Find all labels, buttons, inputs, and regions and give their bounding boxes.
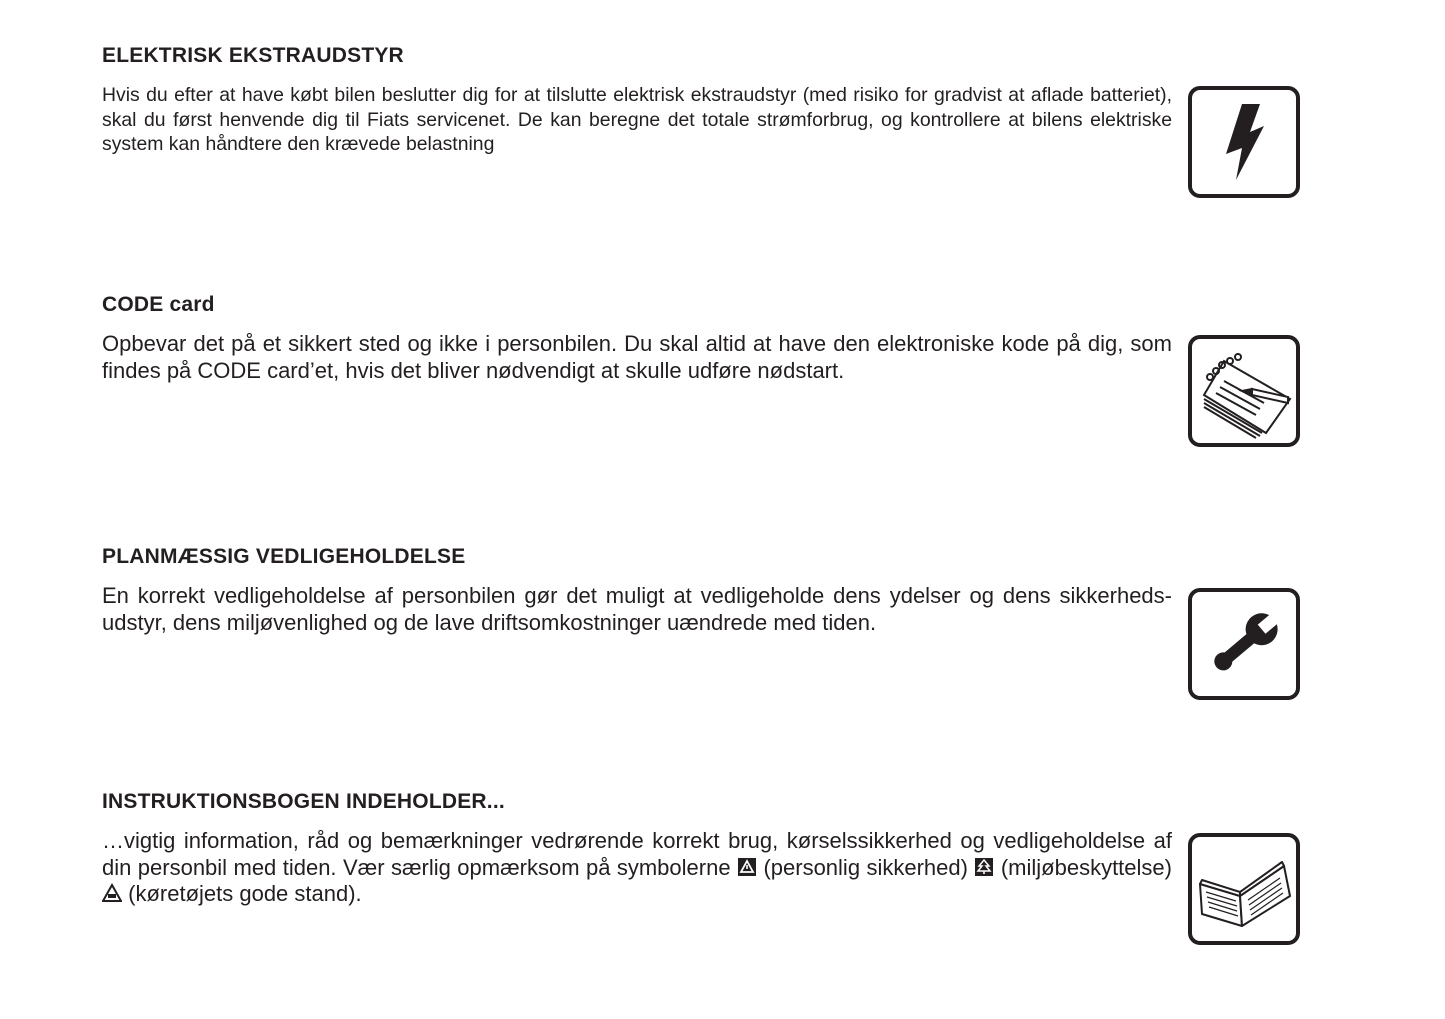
text-part: …vigtig information, råd og bemærkninger vedrørende korrekt brug, kørselssikkerhed og vedligeholdelse af din personbil med tiden. Vær særlig opmærksom på symbolerne <box>102 828 1172 880</box>
notebook-pencil-icon <box>1188 335 1300 447</box>
section-text: En korrekt vedligeholdelse af personbilen gør det muligt at vedligeholde dens ydelser og dens sikkerhedsudstyr, dens miljøvenlighed og de lave driftsomkostninger uændrede med tiden. <box>102 583 1172 635</box>
personal-safety-warning-icon <box>737 857 757 877</box>
section-heading: PLANMÆSSIG VEDLIGEHOLDELSE <box>102 545 466 568</box>
section-heading: ELEKTRISK EKSTRAUDSTYR <box>102 44 404 67</box>
section-text <box>102 828 1172 908</box>
environment-protection-icon <box>974 857 994 877</box>
section-text: Hvis du efter at have købt bilen beslutter dig for at tilslutte elektrisk ekstraudstyr (med risiko for gradvist at aflade batteriet), skal du først henvende dig til Fiats servicenet. De kan beregne det totale strømforbrug, og kontrollere at bilens elektriske system kan håndtere den krævede belastning <box>102 84 1172 155</box>
text-part: (miljøbeskyttelse) <box>1000 854 1172 880</box>
section-maintenance <box>102 545 1172 636</box>
section-manual-contents <box>102 790 1172 908</box>
text-part: (personlig sikkerhed) <box>763 854 968 880</box>
section-text: Opbevar det på et sikkert sted og ikke i personbilen. Du skal altid at have den elektroniske kode på dig, som findes på CODE card’et, hvis det bliver nødvendigt at skulle udføre nødstart. <box>102 331 1172 383</box>
section-heading: INSTRUKTIONSBOGEN INDEHOLDER... <box>102 790 505 813</box>
lightning-icon <box>1188 86 1300 198</box>
wrench-icon <box>1188 588 1300 700</box>
open-book-icon <box>1188 833 1300 945</box>
vehicle-condition-icon <box>102 883 122 903</box>
section-heading: CODE card <box>102 293 215 316</box>
text-part: (køretøjets gode stand). <box>128 881 362 906</box>
section-code-card <box>102 293 1172 384</box>
section-electrical-accessories <box>102 44 1172 157</box>
